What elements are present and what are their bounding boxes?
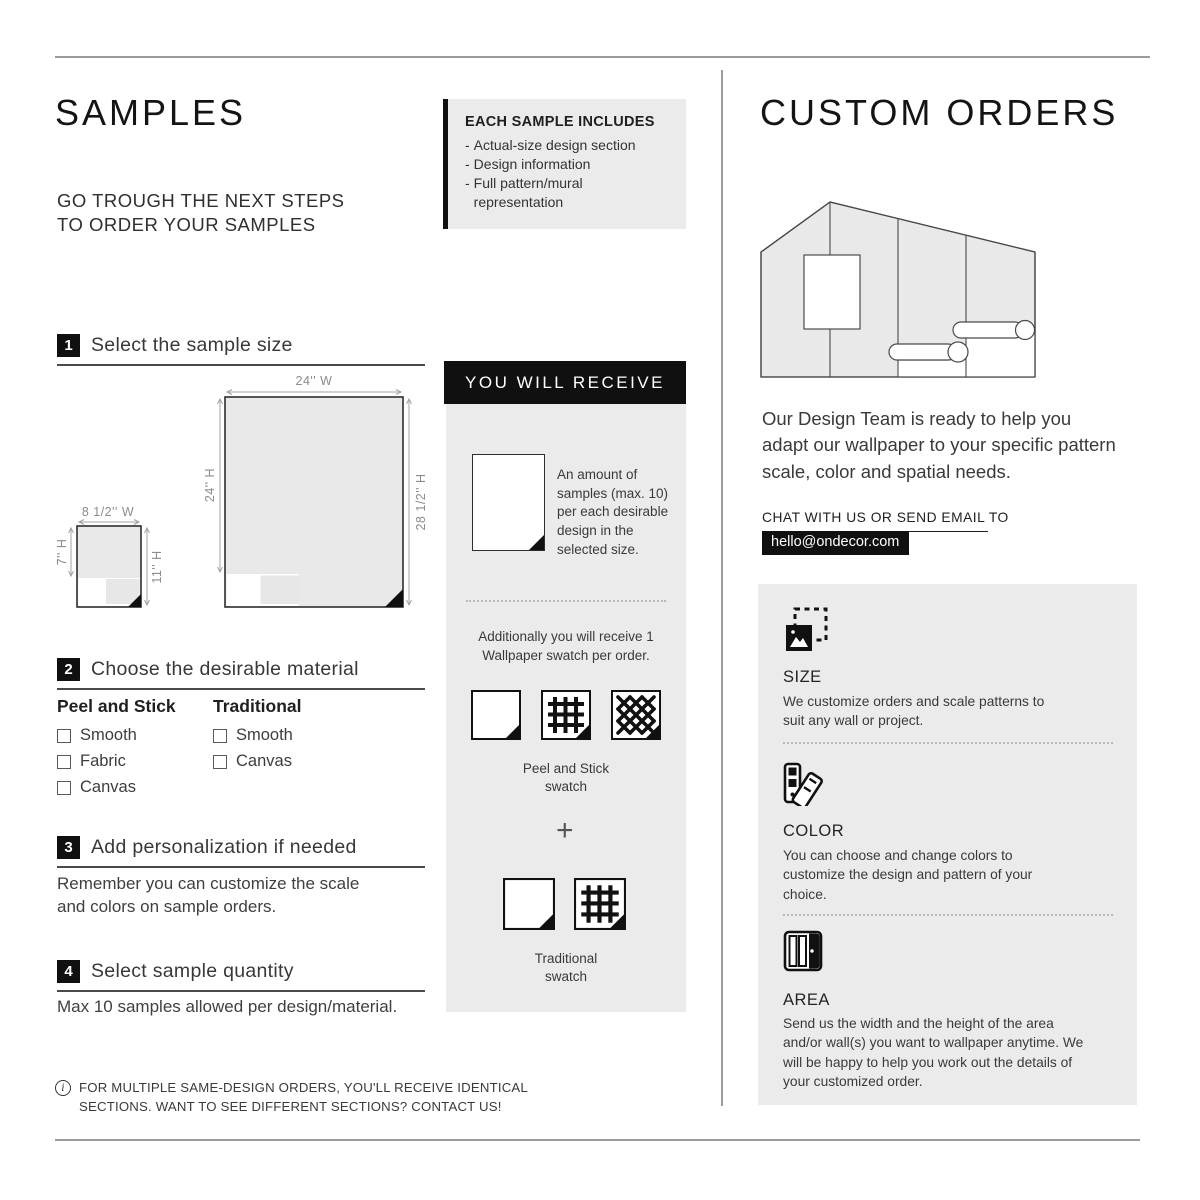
material-option-row [213, 752, 301, 771]
wallpaper-roll-icon [889, 342, 968, 362]
feature-desc-area: Send us the width and the height of the area and/or wall(s) you want to wallpaper anytime. We will be happy to help you work out the details of your customized order. [783, 1016, 1084, 1089]
includes-item: - Design information [465, 155, 591, 172]
feature-desc-color: You can choose and change colors to customize the design and pattern of your choice. [783, 848, 1033, 902]
bottom-rule [55, 1139, 1140, 1141]
material-option-row [57, 726, 176, 745]
step-4-number-badge: 4 [57, 960, 80, 983]
window [804, 255, 860, 329]
footer-note-line-2: SECTIONS. WANT TO SEE DIFFERENT SECTIONS? CONTACT US! [79, 1099, 502, 1115]
you-will-receive-header: YOU WILL RECEIVE [444, 361, 686, 404]
design-team-intro: Our Design Team is ready to help you adapt our wallpaper to your specific pattern scale, color and spatial needs. [762, 408, 1116, 482]
checkbox-trad-smooth[interactable] [213, 729, 227, 743]
large-height-right-label: 28 1/2'' H [414, 473, 428, 531]
wallpaper-roll-icon [953, 321, 1035, 340]
samples-amount-text: An amount of samples (max. 10) per each desirable design in the selected size. [557, 467, 669, 557]
sample-size-diagram [40, 372, 430, 617]
email-link[interactable]: hello@ondecor.com [762, 531, 909, 555]
dash: - [465, 174, 470, 191]
step-3-body: Remember you can customize the scale and colors on sample orders. [57, 874, 360, 916]
subtitle-line-1: GO TROUGH THE NEXT STEPS [57, 190, 345, 211]
step-2-number-badge: 2 [57, 658, 80, 681]
traditional-swatch-label: Traditional swatch [534, 951, 598, 985]
each-sample-includes-box [443, 99, 686, 229]
chat-with-us-label: CHAT WITH US OR SEND EMAIL TO [762, 510, 988, 532]
small-height-left-label: 7'' H [55, 538, 69, 566]
samples-title: SAMPLES [55, 92, 247, 133]
checkbox-peel-canvas[interactable] [57, 781, 71, 795]
materials-column-traditional [213, 696, 301, 778]
feature-name-size: SIZE [783, 668, 822, 686]
includes-item: - Full pattern/mural representation [465, 174, 583, 210]
color-swatches-icon [783, 762, 827, 806]
blank-swatch-icon [471, 690, 521, 740]
peel-stick-swatch-label: Peel and Stick swatch [522, 761, 610, 795]
material-option-row [213, 726, 301, 745]
option-label: Canvas [80, 778, 136, 796]
plus-icon: + [556, 814, 574, 847]
grid-pattern-swatch-icon [574, 878, 626, 930]
sample-sheet-icon [472, 454, 545, 551]
feature-name-color: COLOR [783, 822, 845, 840]
dotted-divider [783, 914, 1113, 916]
step-1-heading [57, 334, 425, 366]
info-icon: i [55, 1080, 71, 1096]
additional-swatch-text: Additionally you will receive 1 Wallpaper swatch per order. [478, 629, 654, 663]
step-4-body: Max 10 samples allowed per design/material. [57, 997, 398, 1016]
feature-name-area: AREA [783, 991, 830, 1009]
small-height-right-label: 11'' H [150, 550, 164, 584]
checkbox-trad-canvas[interactable] [213, 755, 227, 769]
peel-stick-title: Peel and Stick [57, 696, 176, 716]
feature-desc-size: We customize orders and scale patterns to suit any wall or project. [783, 694, 1045, 729]
step-4-heading [57, 960, 425, 992]
includes-item: - Actual-size design section [465, 137, 636, 153]
small-sample-rect [77, 526, 141, 607]
step-2-label: Choose the desirable material [91, 658, 359, 680]
crosshatch-pattern-swatch-icon [611, 690, 661, 740]
footer-note [55, 1078, 555, 1116]
small-width-label: 8 1/2'' W [81, 505, 135, 519]
top-rule [55, 56, 1150, 58]
step-1-label: Select the sample size [91, 334, 293, 356]
grid-pattern-swatch-icon [541, 690, 591, 740]
traditional-title: Traditional [213, 696, 302, 716]
column-divider [721, 70, 723, 1106]
wallpaper-wall-illustration [758, 197, 1038, 380]
dash: - [465, 155, 470, 172]
checkbox-peel-smooth[interactable] [57, 729, 71, 743]
image-size-icon [783, 606, 829, 654]
checkbox-peel-fabric[interactable] [57, 755, 71, 769]
step-3-heading [57, 836, 425, 868]
custom-orders-title: CUSTOM ORDERS [760, 92, 1119, 133]
option-label: Fabric [80, 752, 126, 770]
large-width-label: 24'' W [295, 374, 333, 388]
dotted-divider [783, 742, 1113, 744]
large-height-left-label: 24'' H [203, 467, 217, 503]
wall-area-icon [783, 930, 823, 972]
dash: - [465, 137, 470, 153]
footer-note-text [79, 1078, 528, 1116]
subtitle-line-2: TO ORDER YOUR SAMPLES [57, 214, 316, 236]
material-option-row [57, 778, 176, 797]
folded-corner-icon [529, 535, 544, 550]
large-sample-rect [225, 397, 403, 607]
custom-order-features-panel [758, 584, 1137, 1105]
blank-swatch-icon [503, 878, 555, 930]
option-label: Smooth [80, 726, 137, 744]
you-will-receive-panel [446, 404, 686, 1012]
step-3-number-badge: 3 [57, 836, 80, 859]
samples-subtitle [57, 189, 345, 237]
footer-note-line-1: FOR MULTIPLE SAME-DESIGN ORDERS, YOU'LL RECEIVE IDENTICAL [79, 1080, 528, 1095]
includes-title: EACH SAMPLE INCLUDES [465, 114, 655, 130]
option-label: Smooth [236, 726, 293, 744]
option-label: Canvas [236, 752, 292, 770]
materials-column-peel-stick [57, 696, 176, 804]
dotted-divider [466, 600, 666, 602]
step-1-number-badge: 1 [57, 334, 80, 357]
material-option-row [57, 752, 176, 771]
step-2-heading [57, 658, 425, 690]
step-3-label: Add personalization if needed [91, 836, 357, 858]
step-4-label: Select sample quantity [91, 960, 294, 982]
